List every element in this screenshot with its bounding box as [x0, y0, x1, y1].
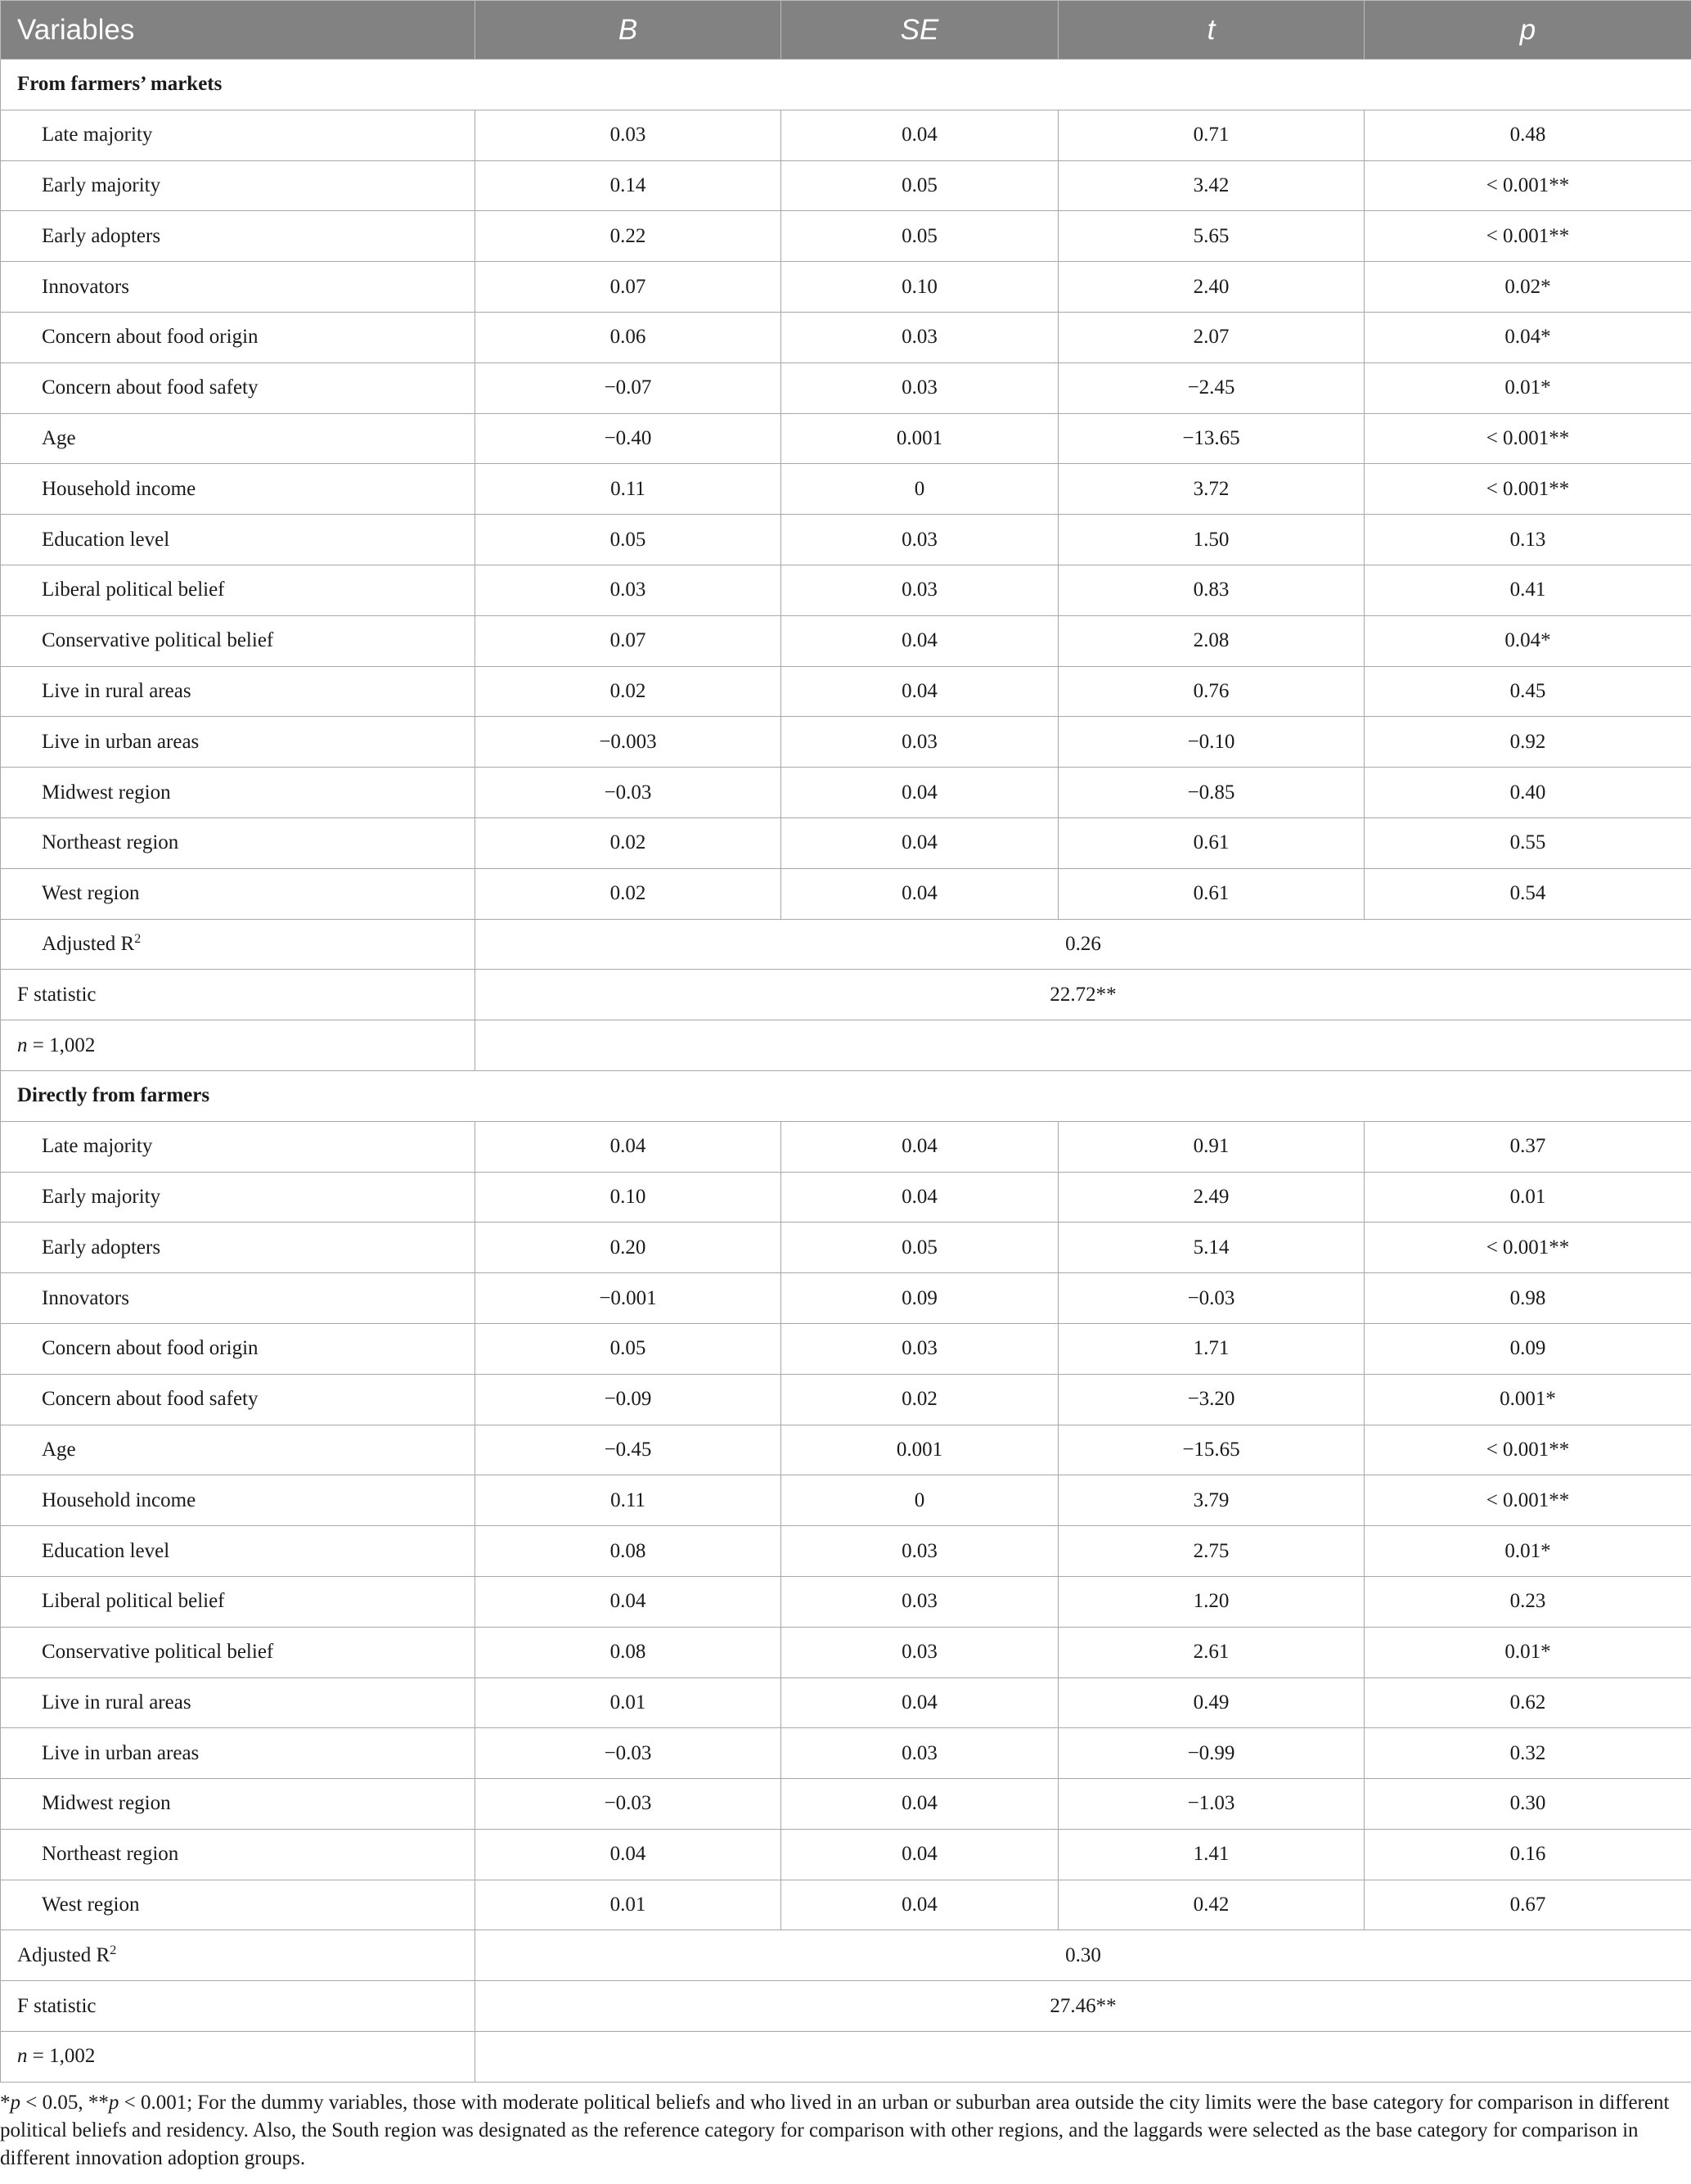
- variable-label: Midwest region: [1, 1779, 475, 1830]
- p-value: 0.48: [1365, 110, 1691, 160]
- standard-error: 0.05: [781, 211, 1059, 262]
- t-value: 3.72: [1059, 464, 1365, 515]
- coefficient-b: 0.14: [475, 160, 781, 211]
- coefficient-b: 0.02: [475, 666, 781, 717]
- sample-size-n: n: [17, 1033, 28, 1056]
- coefficient-b: 0.03: [475, 110, 781, 160]
- adjusted-r2-text: Adjusted R: [42, 932, 135, 955]
- t-value: −15.65: [1059, 1425, 1365, 1475]
- standard-error: 0.04: [781, 615, 1059, 666]
- coefficient-b: −0.03: [475, 1728, 781, 1779]
- table-row: [1, 262, 1691, 313]
- t-value: 0.49: [1059, 1677, 1365, 1728]
- coefficient-b: 0.03: [475, 565, 781, 615]
- standard-error: 0.05: [781, 1223, 1059, 1273]
- p-value: 0.98: [1365, 1273, 1691, 1324]
- t-value: 2.40: [1059, 262, 1365, 313]
- standard-error: 0.04: [781, 1121, 1059, 1172]
- standard-error: 0.04: [781, 110, 1059, 160]
- t-value: 5.65: [1059, 211, 1365, 262]
- standard-error: 0.03: [781, 515, 1059, 565]
- standard-error: 0.03: [781, 565, 1059, 615]
- table-row: [1, 312, 1691, 362]
- header-variables: Variables: [1, 1, 475, 60]
- table-row: [1, 1172, 1691, 1223]
- t-value: −0.85: [1059, 768, 1365, 818]
- coefficient-b: 0.04: [475, 1121, 781, 1172]
- coefficient-b: −0.09: [475, 1374, 781, 1425]
- header-b: B: [475, 1, 781, 60]
- coefficient-b: 0.02: [475, 868, 781, 919]
- table-row: [1, 160, 1691, 211]
- standard-error: 0.03: [781, 312, 1059, 362]
- f-statistic-label: F statistic: [1, 1981, 475, 2032]
- table-row: [1, 1677, 1691, 1728]
- standard-error: 0.03: [781, 1576, 1059, 1627]
- table-row: [1, 211, 1691, 262]
- section-title-row: [1, 1070, 1691, 1121]
- section-title: From farmers’ markets: [1, 60, 1691, 110]
- p-value: < 0.001**: [1365, 413, 1691, 464]
- standard-error: 0.05: [781, 160, 1059, 211]
- p-value: 0.09: [1365, 1323, 1691, 1374]
- variable-label: Conservative political belief: [1, 615, 475, 666]
- standard-error: 0.02: [781, 1374, 1059, 1425]
- standard-error: 0.03: [781, 1323, 1059, 1374]
- coefficient-b: −0.03: [475, 1779, 781, 1830]
- table-row: [1, 464, 1691, 515]
- sample-size-row: [1, 2032, 1691, 2083]
- variable-label: Late majority: [1, 1121, 475, 1172]
- coefficient-b: 0.07: [475, 615, 781, 666]
- table-row: [1, 666, 1691, 717]
- variable-label: Innovators: [1, 262, 475, 313]
- table-row: [1, 868, 1691, 919]
- table-row: [1, 1576, 1691, 1627]
- standard-error: 0.09: [781, 1273, 1059, 1324]
- standard-error: 0.04: [781, 1829, 1059, 1880]
- t-value: −2.45: [1059, 362, 1365, 413]
- t-value: 0.71: [1059, 110, 1365, 160]
- t-value: −0.10: [1059, 717, 1365, 768]
- header-t: t: [1059, 1, 1365, 60]
- header-se: SE: [781, 1, 1059, 60]
- variable-label: Age: [1, 413, 475, 464]
- adjusted-r2-label: [1, 1930, 475, 1981]
- coefficient-b: 0.01: [475, 1677, 781, 1728]
- adjusted-r2-value: 0.30: [475, 1930, 1691, 1981]
- adjusted-r2-label: [1, 919, 475, 970]
- variable-label: Northeast region: [1, 1829, 475, 1880]
- coefficient-b: 0.04: [475, 1576, 781, 1627]
- p-value: 0.16: [1365, 1829, 1691, 1880]
- table-row: [1, 1728, 1691, 1779]
- t-value: 2.08: [1059, 615, 1365, 666]
- header-row: [1, 1, 1691, 60]
- table-row: [1, 1374, 1691, 1425]
- table-row: [1, 1323, 1691, 1374]
- t-value: 0.61: [1059, 868, 1365, 919]
- table-body: [1, 60, 1691, 2083]
- table-footnote: [0, 2083, 1691, 2173]
- table-row: [1, 1273, 1691, 1324]
- footnote-text-2: < 0.001; For the dummy variables, those with moderate political beliefs and who lived in an urban or suburban area outside the city limits were the base category for comparison in different political beliefs and residency. Also, the South region was designated as the reference category for comparison with other regions, and the laggards were selected as the base category for comparison in different innovation adoption groups.: [0, 2091, 1670, 2169]
- variable-label: Household income: [1, 464, 475, 515]
- standard-error: 0.04: [781, 1779, 1059, 1830]
- standard-error: 0.03: [781, 1526, 1059, 1577]
- table-row: [1, 1829, 1691, 1880]
- f-statistic-value: 22.72**: [475, 970, 1691, 1020]
- coefficient-b: 0.11: [475, 464, 781, 515]
- p-value: 0.04*: [1365, 615, 1691, 666]
- coefficient-b: −0.03: [475, 768, 781, 818]
- p-value: 0.30: [1365, 1779, 1691, 1830]
- variable-label: Conservative political belief: [1, 1627, 475, 1677]
- standard-error: 0.04: [781, 1880, 1059, 1930]
- table-row: [1, 413, 1691, 464]
- table-row: [1, 1223, 1691, 1273]
- adjusted-r2-text: Adjusted R: [17, 1943, 110, 1966]
- table-row: [1, 1779, 1691, 1830]
- standard-error: 0.04: [781, 1172, 1059, 1223]
- variable-label: Innovators: [1, 1273, 475, 1324]
- variable-label: Household income: [1, 1475, 475, 1526]
- standard-error: 0.03: [781, 362, 1059, 413]
- t-value: 2.07: [1059, 312, 1365, 362]
- f-statistic-label: F statistic: [1, 970, 475, 1020]
- variable-label: Midwest region: [1, 768, 475, 818]
- p-value: 0.37: [1365, 1121, 1691, 1172]
- table-row: [1, 1425, 1691, 1475]
- p-value: 0.55: [1365, 817, 1691, 868]
- t-value: 1.50: [1059, 515, 1365, 565]
- coefficient-b: 0.20: [475, 1223, 781, 1273]
- coefficient-b: 0.05: [475, 515, 781, 565]
- t-value: 1.41: [1059, 1829, 1365, 1880]
- section-title-row: [1, 60, 1691, 110]
- coefficient-b: −0.40: [475, 413, 781, 464]
- p-value: < 0.001**: [1365, 1425, 1691, 1475]
- coefficient-b: −0.003: [475, 717, 781, 768]
- variable-label: Early majority: [1, 1172, 475, 1223]
- t-value: 2.49: [1059, 1172, 1365, 1223]
- t-value: −0.99: [1059, 1728, 1365, 1779]
- table-row: [1, 110, 1691, 160]
- adjusted-r2-row: [1, 1930, 1691, 1981]
- variable-label: Concern about food safety: [1, 1374, 475, 1425]
- f-statistic-value: 27.46**: [475, 1981, 1691, 2032]
- adjusted-r2-superscript: 2: [134, 931, 142, 946]
- variable-label: Concern about food safety: [1, 362, 475, 413]
- section-title: Directly from farmers: [1, 1070, 1691, 1121]
- t-value: 3.42: [1059, 160, 1365, 211]
- variable-label: Liberal political belief: [1, 1576, 475, 1627]
- p-value: < 0.001**: [1365, 211, 1691, 262]
- t-value: −1.03: [1059, 1779, 1365, 1830]
- standard-error: 0.04: [781, 666, 1059, 717]
- p-value: 0.01*: [1365, 362, 1691, 413]
- t-value: 1.71: [1059, 1323, 1365, 1374]
- variable-label: Concern about food origin: [1, 312, 475, 362]
- t-value: 1.20: [1059, 1576, 1365, 1627]
- variable-label: Early adopters: [1, 1223, 475, 1273]
- footnote-p2: p: [108, 2091, 119, 2114]
- variable-label: Live in urban areas: [1, 1728, 475, 1779]
- t-value: 5.14: [1059, 1223, 1365, 1273]
- p-value: < 0.001**: [1365, 160, 1691, 211]
- p-value: 0.01*: [1365, 1627, 1691, 1677]
- variable-label: Northeast region: [1, 817, 475, 868]
- p-value: 0.40: [1365, 768, 1691, 818]
- p-value: 0.02*: [1365, 262, 1691, 313]
- coefficient-b: 0.08: [475, 1526, 781, 1577]
- table-row: [1, 565, 1691, 615]
- p-value: < 0.001**: [1365, 1475, 1691, 1526]
- variable-label: Live in urban areas: [1, 717, 475, 768]
- coefficient-b: −0.45: [475, 1425, 781, 1475]
- sample-size-label: [1, 2032, 475, 2083]
- sample-size-empty: [475, 1020, 1691, 1071]
- p-value: < 0.001**: [1365, 1223, 1691, 1273]
- t-value: 0.91: [1059, 1121, 1365, 1172]
- variable-label: Late majority: [1, 110, 475, 160]
- p-value: < 0.001**: [1365, 464, 1691, 515]
- p-value: 0.13: [1365, 515, 1691, 565]
- adjusted-r2-row: [1, 919, 1691, 970]
- coefficient-b: −0.07: [475, 362, 781, 413]
- sample-size-n: n: [17, 2045, 28, 2068]
- f-statistic-row: [1, 1981, 1691, 2032]
- t-value: 0.42: [1059, 1880, 1365, 1930]
- adjusted-r2-superscript: 2: [110, 1943, 117, 1957]
- footnote-text-1: < 0.05, **: [20, 2091, 109, 2114]
- coefficient-b: 0.06: [475, 312, 781, 362]
- variable-label: Age: [1, 1425, 475, 1475]
- f-statistic-row: [1, 970, 1691, 1020]
- standard-error: 0.001: [781, 413, 1059, 464]
- table-row: [1, 717, 1691, 768]
- coefficient-b: −0.001: [475, 1273, 781, 1324]
- sample-size-row: [1, 1020, 1691, 1071]
- sample-size-value: = 1,002: [27, 1033, 96, 1056]
- standard-error: 0.03: [781, 717, 1059, 768]
- header-p: p: [1365, 1, 1691, 60]
- coefficient-b: 0.07: [475, 262, 781, 313]
- table-row: [1, 817, 1691, 868]
- adjusted-r2-value: 0.26: [475, 919, 1691, 970]
- table-row: [1, 615, 1691, 666]
- p-value: 0.01: [1365, 1172, 1691, 1223]
- standard-error: 0.10: [781, 262, 1059, 313]
- t-value: 0.83: [1059, 565, 1365, 615]
- t-value: 3.79: [1059, 1475, 1365, 1526]
- p-value: 0.001*: [1365, 1374, 1691, 1425]
- standard-error: 0.04: [781, 1677, 1059, 1728]
- standard-error: 0.04: [781, 768, 1059, 818]
- p-value: 0.32: [1365, 1728, 1691, 1779]
- standard-error: 0.04: [781, 868, 1059, 919]
- coefficient-b: 0.04: [475, 1829, 781, 1880]
- table-row: [1, 515, 1691, 565]
- p-value: 0.54: [1365, 868, 1691, 919]
- variable-label: Live in rural areas: [1, 666, 475, 717]
- p-value: 0.23: [1365, 1576, 1691, 1627]
- t-value: −0.03: [1059, 1273, 1365, 1324]
- table-row: [1, 362, 1691, 413]
- table-row: [1, 1880, 1691, 1930]
- coefficient-b: 0.01: [475, 1880, 781, 1930]
- variable-label: Live in rural areas: [1, 1677, 475, 1728]
- standard-error: 0.03: [781, 1627, 1059, 1677]
- footnote-p1: p: [10, 2091, 20, 2114]
- footnote-star: *: [0, 2091, 11, 2114]
- sample-size-label: [1, 1020, 475, 1071]
- sample-size-value: = 1,002: [27, 2045, 96, 2068]
- t-value: 0.61: [1059, 817, 1365, 868]
- variable-label: Education level: [1, 515, 475, 565]
- standard-error: 0: [781, 464, 1059, 515]
- variable-label: Concern about food origin: [1, 1323, 475, 1374]
- variable-label: Early adopters: [1, 211, 475, 262]
- p-value: 0.62: [1365, 1677, 1691, 1728]
- table-row: [1, 1121, 1691, 1172]
- p-value: 0.45: [1365, 666, 1691, 717]
- t-value: −13.65: [1059, 413, 1365, 464]
- coefficient-b: 0.10: [475, 1172, 781, 1223]
- p-value: 0.67: [1365, 1880, 1691, 1930]
- coefficient-b: 0.05: [475, 1323, 781, 1374]
- coefficient-b: 0.22: [475, 211, 781, 262]
- table-row: [1, 768, 1691, 818]
- variable-label: Early majority: [1, 160, 475, 211]
- sample-size-empty: [475, 2032, 1691, 2083]
- variable-label: Education level: [1, 1526, 475, 1577]
- coefficient-b: 0.11: [475, 1475, 781, 1526]
- t-value: 0.76: [1059, 666, 1365, 717]
- p-value: 0.04*: [1365, 312, 1691, 362]
- variable-label: West region: [1, 868, 475, 919]
- t-value: 2.61: [1059, 1627, 1365, 1677]
- coefficient-b: 0.08: [475, 1627, 781, 1677]
- table-row: [1, 1526, 1691, 1577]
- table-row: [1, 1627, 1691, 1677]
- standard-error: 0.001: [781, 1425, 1059, 1475]
- variable-label: Liberal political belief: [1, 565, 475, 615]
- table-row: [1, 1475, 1691, 1526]
- coefficient-b: 0.02: [475, 817, 781, 868]
- variable-label: West region: [1, 1880, 475, 1930]
- t-value: 2.75: [1059, 1526, 1365, 1577]
- standard-error: 0.03: [781, 1728, 1059, 1779]
- standard-error: 0: [781, 1475, 1059, 1526]
- standard-error: 0.04: [781, 817, 1059, 868]
- t-value: −3.20: [1059, 1374, 1365, 1425]
- p-value: 0.41: [1365, 565, 1691, 615]
- p-value: 0.01*: [1365, 1526, 1691, 1577]
- p-value: 0.92: [1365, 717, 1691, 768]
